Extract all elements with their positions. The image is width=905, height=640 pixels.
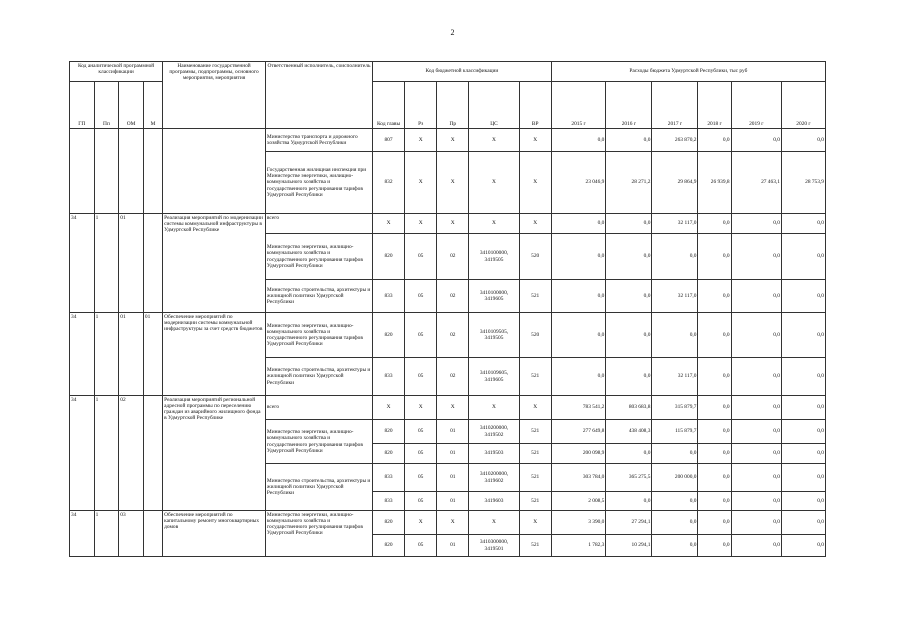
vr-cell: X (519, 129, 551, 152)
m-cell (143, 129, 162, 214)
value-2020: 0,0 (781, 129, 825, 152)
value-2019: 0,0 (731, 464, 781, 492)
value-2015: 0,0 (551, 129, 606, 152)
value-2015: 23 046,9 (551, 152, 606, 214)
pp-cell: 1 (94, 214, 119, 313)
executor-cell: Министерство транспорта и дорожного хозяйства Удмуртской Республики (265, 129, 372, 152)
pr-cell: 02 (437, 280, 469, 313)
pr-cell: 01 (437, 492, 469, 511)
vr-cell: 520 (519, 313, 551, 358)
value-2017: 0,0 (652, 492, 698, 511)
value-2017: 315 879,7 (652, 396, 698, 420)
rz-cell: 05 (405, 444, 437, 464)
pr-cell: X (437, 396, 469, 420)
pr-cell: 01 (437, 420, 469, 444)
cs-cell: 3410100000, 3419505 (469, 234, 519, 280)
kod-glavy-cell: 833 (372, 464, 404, 492)
value-2017: 0,0 (652, 444, 698, 464)
vr-cell: 521 (519, 280, 551, 313)
value-2019: 0,0 (731, 234, 781, 280)
value-2020: 0,0 (781, 396, 825, 420)
cs-cell: X (469, 511, 519, 535)
value-2019: 0,0 (731, 280, 781, 313)
kod-glavy-cell: 833 (372, 358, 404, 396)
executor-cell: Министерство строительства, архитектуры и жилищной политики Удмуртской Республики (265, 280, 372, 313)
value-2017: 200 000,0 (652, 464, 698, 492)
header-year-2020: 2020 г (781, 82, 825, 129)
m-cell (143, 214, 162, 313)
om-cell: 01 (119, 214, 144, 313)
value-2015: 0,0 (551, 280, 606, 313)
vr-cell: 521 (519, 358, 551, 396)
value-2015: 0,0 (551, 313, 606, 358)
executor-cell: Министерство энергетики, жилищно-коммунального хозяйства и государственного регулирования тарифов Удмуртской Республики (265, 234, 372, 280)
header-bk-group: Код бюджетной классификации (372, 62, 551, 82)
value-2020: 0,0 (781, 313, 825, 358)
m-cell (143, 396, 162, 511)
rz-cell: X (405, 129, 437, 152)
value-2017: 0,0 (652, 313, 698, 358)
value-2016: 0,0 (606, 234, 652, 280)
cs-cell: 3419503 (469, 444, 519, 464)
vr-cell: 521 (519, 444, 551, 464)
value-2015: 1 782,3 (551, 535, 606, 557)
value-2019: 0,0 (731, 358, 781, 396)
value-2015: 0,0 (551, 234, 606, 280)
value-2019: 0,0 (731, 313, 781, 358)
value-2019: 0,0 (731, 511, 781, 535)
value-2016: 0,0 (606, 444, 652, 464)
value-2018: 0,0 (698, 535, 731, 557)
value-2018: 0,0 (698, 396, 731, 420)
value-2019: 0,0 (731, 492, 781, 511)
kod-glavy-cell: 832 (372, 152, 404, 214)
value-2015: 0,0 (551, 358, 606, 396)
value-2020: 0,0 (781, 535, 825, 557)
executor-cell: Министерство строительства, архитектуры и жилищной политики Удмуртской Республики (265, 358, 372, 396)
value-2016: 27 294,1 (606, 511, 652, 535)
rz-cell: X (405, 152, 437, 214)
value-2020: 0,0 (781, 511, 825, 535)
kod-glavy-cell: 833 (372, 492, 404, 511)
value-2017: 0,0 (652, 511, 698, 535)
name-cell (163, 129, 266, 214)
vr-cell: X (519, 214, 551, 234)
cs-cell: 3410200000, 3419602 (469, 464, 519, 492)
vr-cell: X (519, 511, 551, 535)
executor-cell: Министерство энергетики, жилищно-коммунального хозяйства и государственного регулирования тарифов Удмуртской Республики (265, 511, 372, 557)
table-row (70, 214, 826, 234)
pr-cell: X (437, 152, 469, 214)
header-name: Наименование государственной программы, подпрограммы, основного мероприятия, мероприятия (163, 62, 266, 129)
table-row (70, 129, 826, 152)
value-2020: 0,0 (781, 214, 825, 234)
pr-cell: 01 (437, 464, 469, 492)
kod-glavy-cell: X (372, 396, 404, 420)
value-2016: 365 275,5 (606, 464, 652, 492)
vr-cell: 521 (519, 464, 551, 492)
name-cell: Реализация мероприятий региональной адресной программы по переселению граждан из аварийного жилищного фонда в Удмуртской Республике (163, 396, 266, 511)
table-row (70, 313, 826, 358)
pr-cell: X (437, 214, 469, 234)
value-2018: 0,0 (698, 214, 731, 234)
table-row (70, 511, 826, 535)
value-2018: 0,0 (698, 444, 731, 464)
value-2019: 0,0 (731, 535, 781, 557)
pr-cell: X (437, 129, 469, 152)
header-m: М (143, 82, 162, 129)
value-2015: 2 008,5 (551, 492, 606, 511)
value-2015: 783 541,2 (551, 396, 606, 420)
value-2018: 0,0 (698, 464, 731, 492)
value-2018: 0,0 (698, 420, 731, 444)
value-2017: 0,0 (652, 535, 698, 557)
cs-cell: 3410300000, 3419501 (469, 535, 519, 557)
header-year-2015: 2015 г (551, 82, 606, 129)
value-2020: 0,0 (781, 420, 825, 444)
header-executor: Ответственный исполнитель, соисполнитель (265, 62, 372, 129)
header-year-2019: 2019 г (731, 82, 781, 129)
value-2016: 0,0 (606, 313, 652, 358)
value-2017: 32 117,0 (652, 280, 698, 313)
kod-glavy-cell: 820 (372, 511, 404, 535)
header-cs: ЦС (469, 82, 519, 129)
rz-cell: X (405, 214, 437, 234)
cs-cell: 3410109605, 3419605 (469, 358, 519, 396)
m-cell (143, 511, 162, 557)
header-year-2017: 2017 г (652, 82, 698, 129)
cs-cell: X (469, 152, 519, 214)
value-2016: 803 683,8 (606, 396, 652, 420)
value-2018: 0,0 (698, 511, 731, 535)
pp-cell: 1 (94, 511, 119, 557)
gp-cell: 34 (70, 396, 95, 511)
cs-cell: X (469, 396, 519, 420)
value-2017: 0,0 (652, 234, 698, 280)
rz-cell: 05 (405, 234, 437, 280)
header-kod-glavy: Код главы (372, 82, 404, 129)
executor-cell: Министерство энергетики, жилищно-коммунального хозяйства и государственного регулирования тарифов Удмуртской Республики (265, 420, 372, 464)
value-2017: 29 864,9 (652, 152, 698, 214)
value-2019: 0,0 (731, 129, 781, 152)
value-2020: 28 753,9 (781, 152, 825, 214)
kod-glavy-cell: 807 (372, 129, 404, 152)
value-2017: 32 117,0 (652, 214, 698, 234)
pr-cell: X (437, 511, 469, 535)
executor-cell: всего (265, 214, 372, 234)
value-2018: 26 939,8 (698, 152, 731, 214)
rz-cell: 05 (405, 464, 437, 492)
vr-cell: 520 (519, 234, 551, 280)
value-2016: 10 294,1 (606, 535, 652, 557)
header-gp: ГП (70, 82, 95, 129)
m-cell: 01 (143, 313, 162, 396)
cs-cell: 3410100000, 3419605 (469, 280, 519, 313)
om-cell: 01 (119, 313, 144, 396)
pp-cell (94, 129, 119, 214)
value-2017: 263 870,2 (652, 129, 698, 152)
pr-cell: 01 (437, 535, 469, 557)
value-2016: 0,0 (606, 358, 652, 396)
vr-cell: 521 (519, 492, 551, 511)
value-2015: 0,0 (551, 214, 606, 234)
name-cell: Обеспечение мероприятий по капитальному ремонту многоквартирных домов (163, 511, 266, 557)
value-2016: 0,0 (606, 129, 652, 152)
cs-cell: X (469, 214, 519, 234)
om-cell (119, 129, 144, 214)
value-2019: 27 463,1 (731, 152, 781, 214)
name-cell: Обеспечение мероприятий по модернизации системы коммунальной инфраструктуры за счет средств бюджетов (163, 313, 266, 396)
executor-cell: Министерство энергетики, жилищно-коммунального хозяйства и государственного регулирования тарифов Удмуртской Республики (265, 313, 372, 358)
value-2019: 0,0 (731, 420, 781, 444)
rz-cell: 05 (405, 535, 437, 557)
value-2020: 0,0 (781, 464, 825, 492)
vr-cell: 521 (519, 420, 551, 444)
cs-cell: X (469, 129, 519, 152)
cs-cell: 3419603 (469, 492, 519, 511)
value-2016: 0,0 (606, 214, 652, 234)
value-2018: 0,0 (698, 280, 731, 313)
value-2016: 0,0 (606, 492, 652, 511)
kod-glavy-cell: 820 (372, 313, 404, 358)
rz-cell: 05 (405, 280, 437, 313)
header-pr: Пр (437, 82, 469, 129)
gp-cell: 34 (70, 214, 95, 313)
gp-cell: 34 (70, 511, 95, 557)
value-2015: 200 098,9 (551, 444, 606, 464)
value-2016: 28 271,2 (606, 152, 652, 214)
header-expenses-group: Расходы бюджета Удмуртской Республики, тыс руб (551, 62, 825, 82)
rz-cell: 05 (405, 358, 437, 396)
value-2018: 0,0 (698, 313, 731, 358)
pp-cell: 1 (94, 313, 119, 396)
kod-glavy-cell: 820 (372, 444, 404, 464)
kod-glavy-cell: 820 (372, 535, 404, 557)
rz-cell: 05 (405, 313, 437, 358)
rz-cell: X (405, 396, 437, 420)
om-cell: 03 (119, 511, 144, 557)
rz-cell: X (405, 511, 437, 535)
budget-table (69, 61, 826, 557)
cs-cell: 3410109505, 3419505 (469, 313, 519, 358)
executor-cell: всего (265, 396, 372, 420)
gp-cell (70, 129, 95, 214)
value-2018: 0,0 (698, 234, 731, 280)
page-number: 2 (450, 28, 455, 37)
om-cell: 02 (119, 396, 144, 511)
value-2015: 3 390,0 (551, 511, 606, 535)
gp-cell: 34 (70, 313, 95, 396)
vr-cell: 521 (519, 535, 551, 557)
kod-glavy-cell: 820 (372, 234, 404, 280)
value-2018: 0,0 (698, 129, 731, 152)
table-row (70, 396, 826, 420)
value-2020: 0,0 (781, 358, 825, 396)
value-2017: 115 879,7 (652, 420, 698, 444)
kod-glavy-cell: X (372, 214, 404, 234)
pr-cell: 01 (437, 444, 469, 464)
value-2018: 0,0 (698, 492, 731, 511)
kod-glavy-cell: 833 (372, 280, 404, 313)
cs-cell: 3410200000, 3419502 (469, 420, 519, 444)
table-header (70, 62, 826, 129)
value-2017: 32 117,0 (652, 358, 698, 396)
rz-cell: 05 (405, 492, 437, 511)
pr-cell: 02 (437, 358, 469, 396)
header-year-2018: 2018 г (698, 82, 731, 129)
pr-cell: 02 (437, 234, 469, 280)
value-2020: 0,0 (781, 444, 825, 464)
header-code-group: Код аналитической программной классификации (70, 62, 163, 82)
name-cell: Реализация мероприятий по модернизации системы коммунальной инфраструктуры в Удмуртской Республике (163, 214, 266, 313)
header-vr: ВР (519, 82, 551, 129)
header-om: ОМ (119, 82, 144, 129)
pr-cell: 02 (437, 313, 469, 358)
header-pp: Пп (94, 82, 119, 129)
kod-glavy-cell: 820 (372, 420, 404, 444)
value-2018: 0,0 (698, 358, 731, 396)
header-rz: Рз (405, 82, 437, 129)
value-2020: 0,0 (781, 492, 825, 511)
value-2019: 0,0 (731, 214, 781, 234)
value-2019: 0,0 (731, 396, 781, 420)
value-2019: 0,0 (731, 444, 781, 464)
value-2020: 0,0 (781, 280, 825, 313)
value-2016: 0,0 (606, 280, 652, 313)
executor-cell: Министерство строительства, архитектуры и жилищной политики Удмуртской Республики (265, 464, 372, 511)
vr-cell: X (519, 152, 551, 214)
executor-cell: Государственная жилищная инспекция при Министерстве энергетики, жилищно-коммунального хозяйства и государственного регулирования тарифов Удмуртской Республики (265, 152, 372, 214)
value-2015: 303 784,0 (551, 464, 606, 492)
pp-cell: 1 (94, 396, 119, 511)
value-2015: 277 649,8 (551, 420, 606, 444)
rz-cell: 05 (405, 420, 437, 444)
value-2016: 438 408,3 (606, 420, 652, 444)
vr-cell: X (519, 396, 551, 420)
header-year-2016: 2016 г (606, 82, 652, 129)
value-2020: 0,0 (781, 234, 825, 280)
